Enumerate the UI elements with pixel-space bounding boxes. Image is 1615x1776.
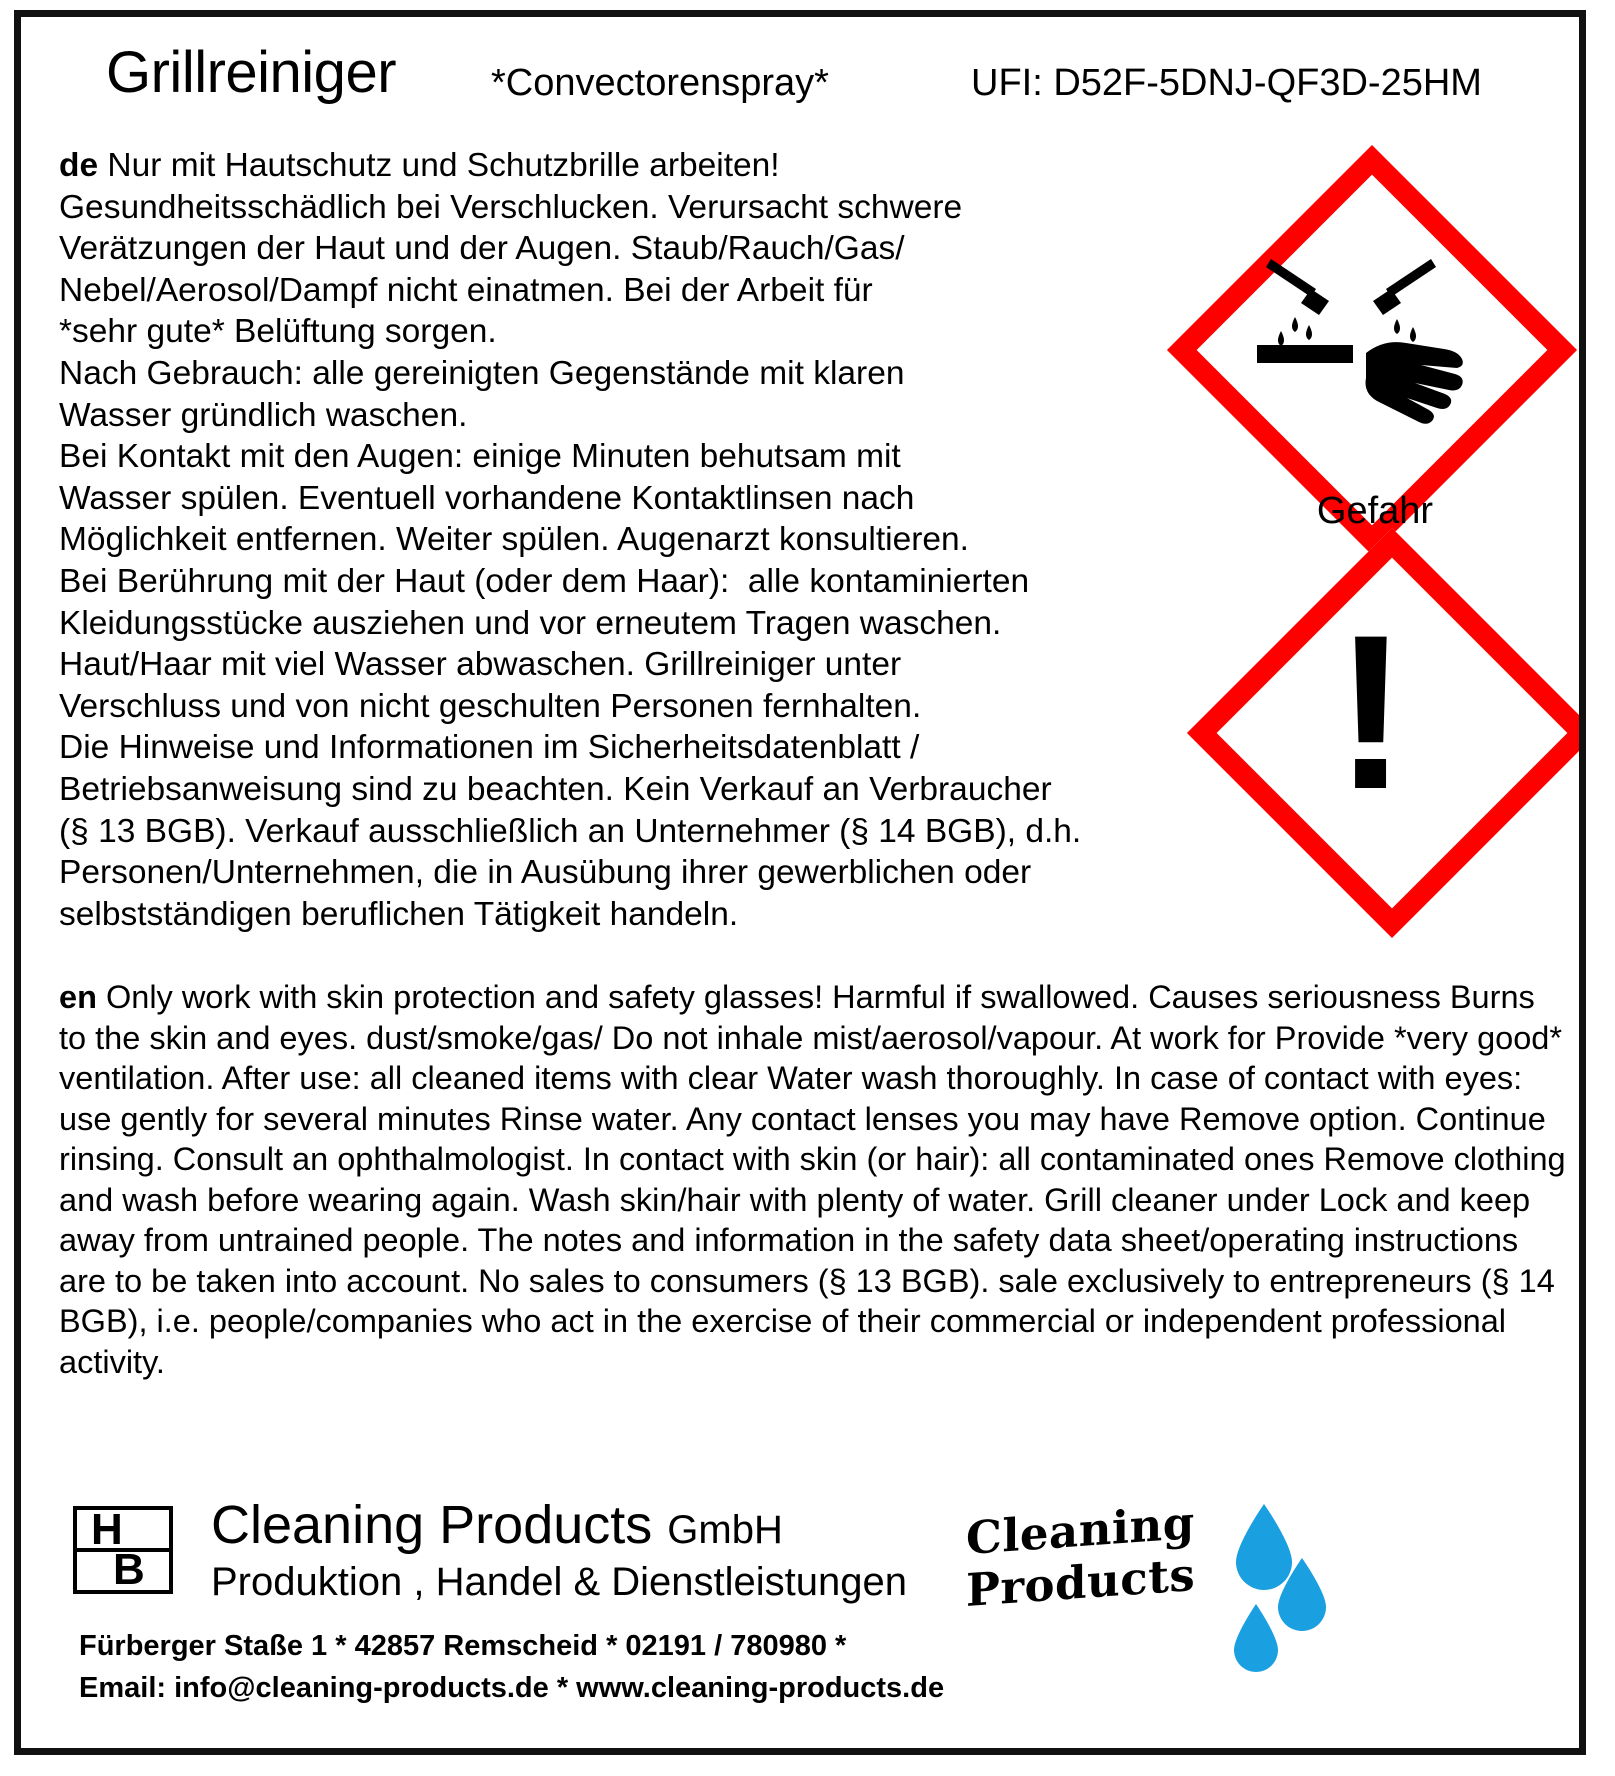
- german-line: Wasser spülen. Eventuell vorhandene Kontaktlinsen nach: [59, 479, 915, 517]
- german-line: Kleidungsstücke ausziehen und vor erneutem Tragen waschen.: [59, 604, 1002, 642]
- english-hazard-text: [59, 977, 1569, 1382]
- german-line: Wasser gründlich waschen.: [59, 396, 468, 434]
- german-line: Betriebsanweisung sind zu beachten. Kein Verkauf an Verbraucher: [59, 770, 1052, 808]
- company-name-main: Cleaning Products: [211, 1495, 653, 1555]
- product-subtitle: *Convectorenspray*: [491, 62, 829, 104]
- company-address: Fürberger Staße 1 * 42857 Remscheid * 02191 / 780980 *: [79, 1630, 847, 1662]
- german-line: Haut/Haar mit viel Wasser abwaschen. Grillreiniger unter: [59, 646, 902, 684]
- german-line: Die Hinweise und Informationen im Sicherheitsdatenblatt /: [59, 729, 920, 767]
- german-line: Möglichkeit entfernen. Weiter spülen. Augenarzt konsultieren.: [59, 521, 969, 559]
- german-line: Gesundheitsschädlich bei Verschlucken. Verursacht schwere: [59, 188, 963, 226]
- german-line: *sehr gute* Belüftung sorgen.: [59, 313, 497, 351]
- german-line: Nur mit Hautschutz und Schutzbrille arbeiten!: [107, 147, 780, 184]
- product-label: [14, 10, 1586, 1755]
- english-body: Only work with skin protection and safety glasses! Harmful if swallowed. Causes seriousness Burns to the skin and eyes. dust/smoke/gas/ Do not inhale mist/aerosol/vapour. At work for Provide *very good* ventilation. After use: all cleaned items with clear Water wash thoroughly. In case of contact with eyes: use gently for several minutes Rinse water. Any contact lenses you may have Remove option. Continue rinsing. Consult an ophthalmologist. In contact with skin (or hair): all contaminated ones Remove clothing and wash before wearing again. Wash skin/hair with plenty of water. Grill cleaner under Lock and keep away from untrained people. The notes and information in the safety data sheet/operating instructions are to be taken into account. No sales to consumers (§ 13 BGB). sale exclusively to entrepreneurs (§ 14 BGB), i.e. people/companies who act in the exercise of their commercial or independent professional activity.: [59, 979, 1566, 1380]
- ghs-pictogram-corrosion: [1161, 139, 1561, 519]
- english-language-code: en: [59, 979, 97, 1015]
- water-drops-icon: [1206, 1496, 1386, 1686]
- german-line: Bei Kontakt mit den Augen: einige Minuten behutsam mit: [59, 438, 901, 476]
- brand-word-products: Products: [966, 1547, 1196, 1618]
- german-line: Verätzungen der Haut und der Augen. Staub/Rauch/Gas/: [59, 230, 905, 268]
- company-footer: [21, 1496, 1579, 1726]
- hb-logo-icon: [73, 1506, 173, 1594]
- german-line: Bei Berührung mit der Haut (oder dem Haar): alle kontaminierten: [59, 562, 1030, 600]
- brand-word-cleaning: Cleaning: [966, 1496, 1195, 1565]
- german-language-code: de: [59, 147, 99, 184]
- german-line: selbstständigen beruflichen Tätigkeit handeln.: [59, 895, 739, 933]
- ufi-code: UFI: D52F-5DNJ-QF3D-25HM: [971, 62, 1482, 104]
- company-email-web: Email: info@cleaning-products.de * www.cleaning-products.de: [79, 1672, 945, 1704]
- company-legal-form: GmbH: [667, 1508, 783, 1552]
- signal-word: Gefahr: [1316, 490, 1434, 532]
- german-hazard-text: [59, 145, 1149, 935]
- corrosion-icon: [1161, 139, 1541, 519]
- label-header: [21, 35, 1579, 115]
- company-tagline: Produktion , Handel & Dienstleistungen: [211, 1560, 907, 1604]
- page-title: Grillreiniger: [106, 40, 397, 105]
- ghs-pictogram-exclamation: [1181, 522, 1561, 902]
- company-name: [211, 1494, 783, 1561]
- brand-logo: [966, 1496, 1386, 1686]
- hb-logo-letter-top: H: [91, 1505, 123, 1554]
- german-line: Personen/Unternehmen, die in Ausübung ihrer gewerblichen oder: [59, 854, 1032, 892]
- exclamation-icon: !: [1334, 589, 1408, 835]
- german-line: (§ 13 BGB). Verkauf ausschließlich an Unternehmer (§ 14 BGB), d.h.: [59, 812, 1082, 850]
- german-line: Nach Gebrauch: alle gereinigten Gegenstände mit klaren: [59, 354, 905, 392]
- german-line: Verschluss und von nicht geschulten Personen fernhalten.: [59, 687, 922, 725]
- hb-logo-letter-bottom: B: [113, 1545, 145, 1594]
- german-line: Nebel/Aerosol/Dampf nicht einatmen. Bei der Arbeit für: [59, 271, 873, 309]
